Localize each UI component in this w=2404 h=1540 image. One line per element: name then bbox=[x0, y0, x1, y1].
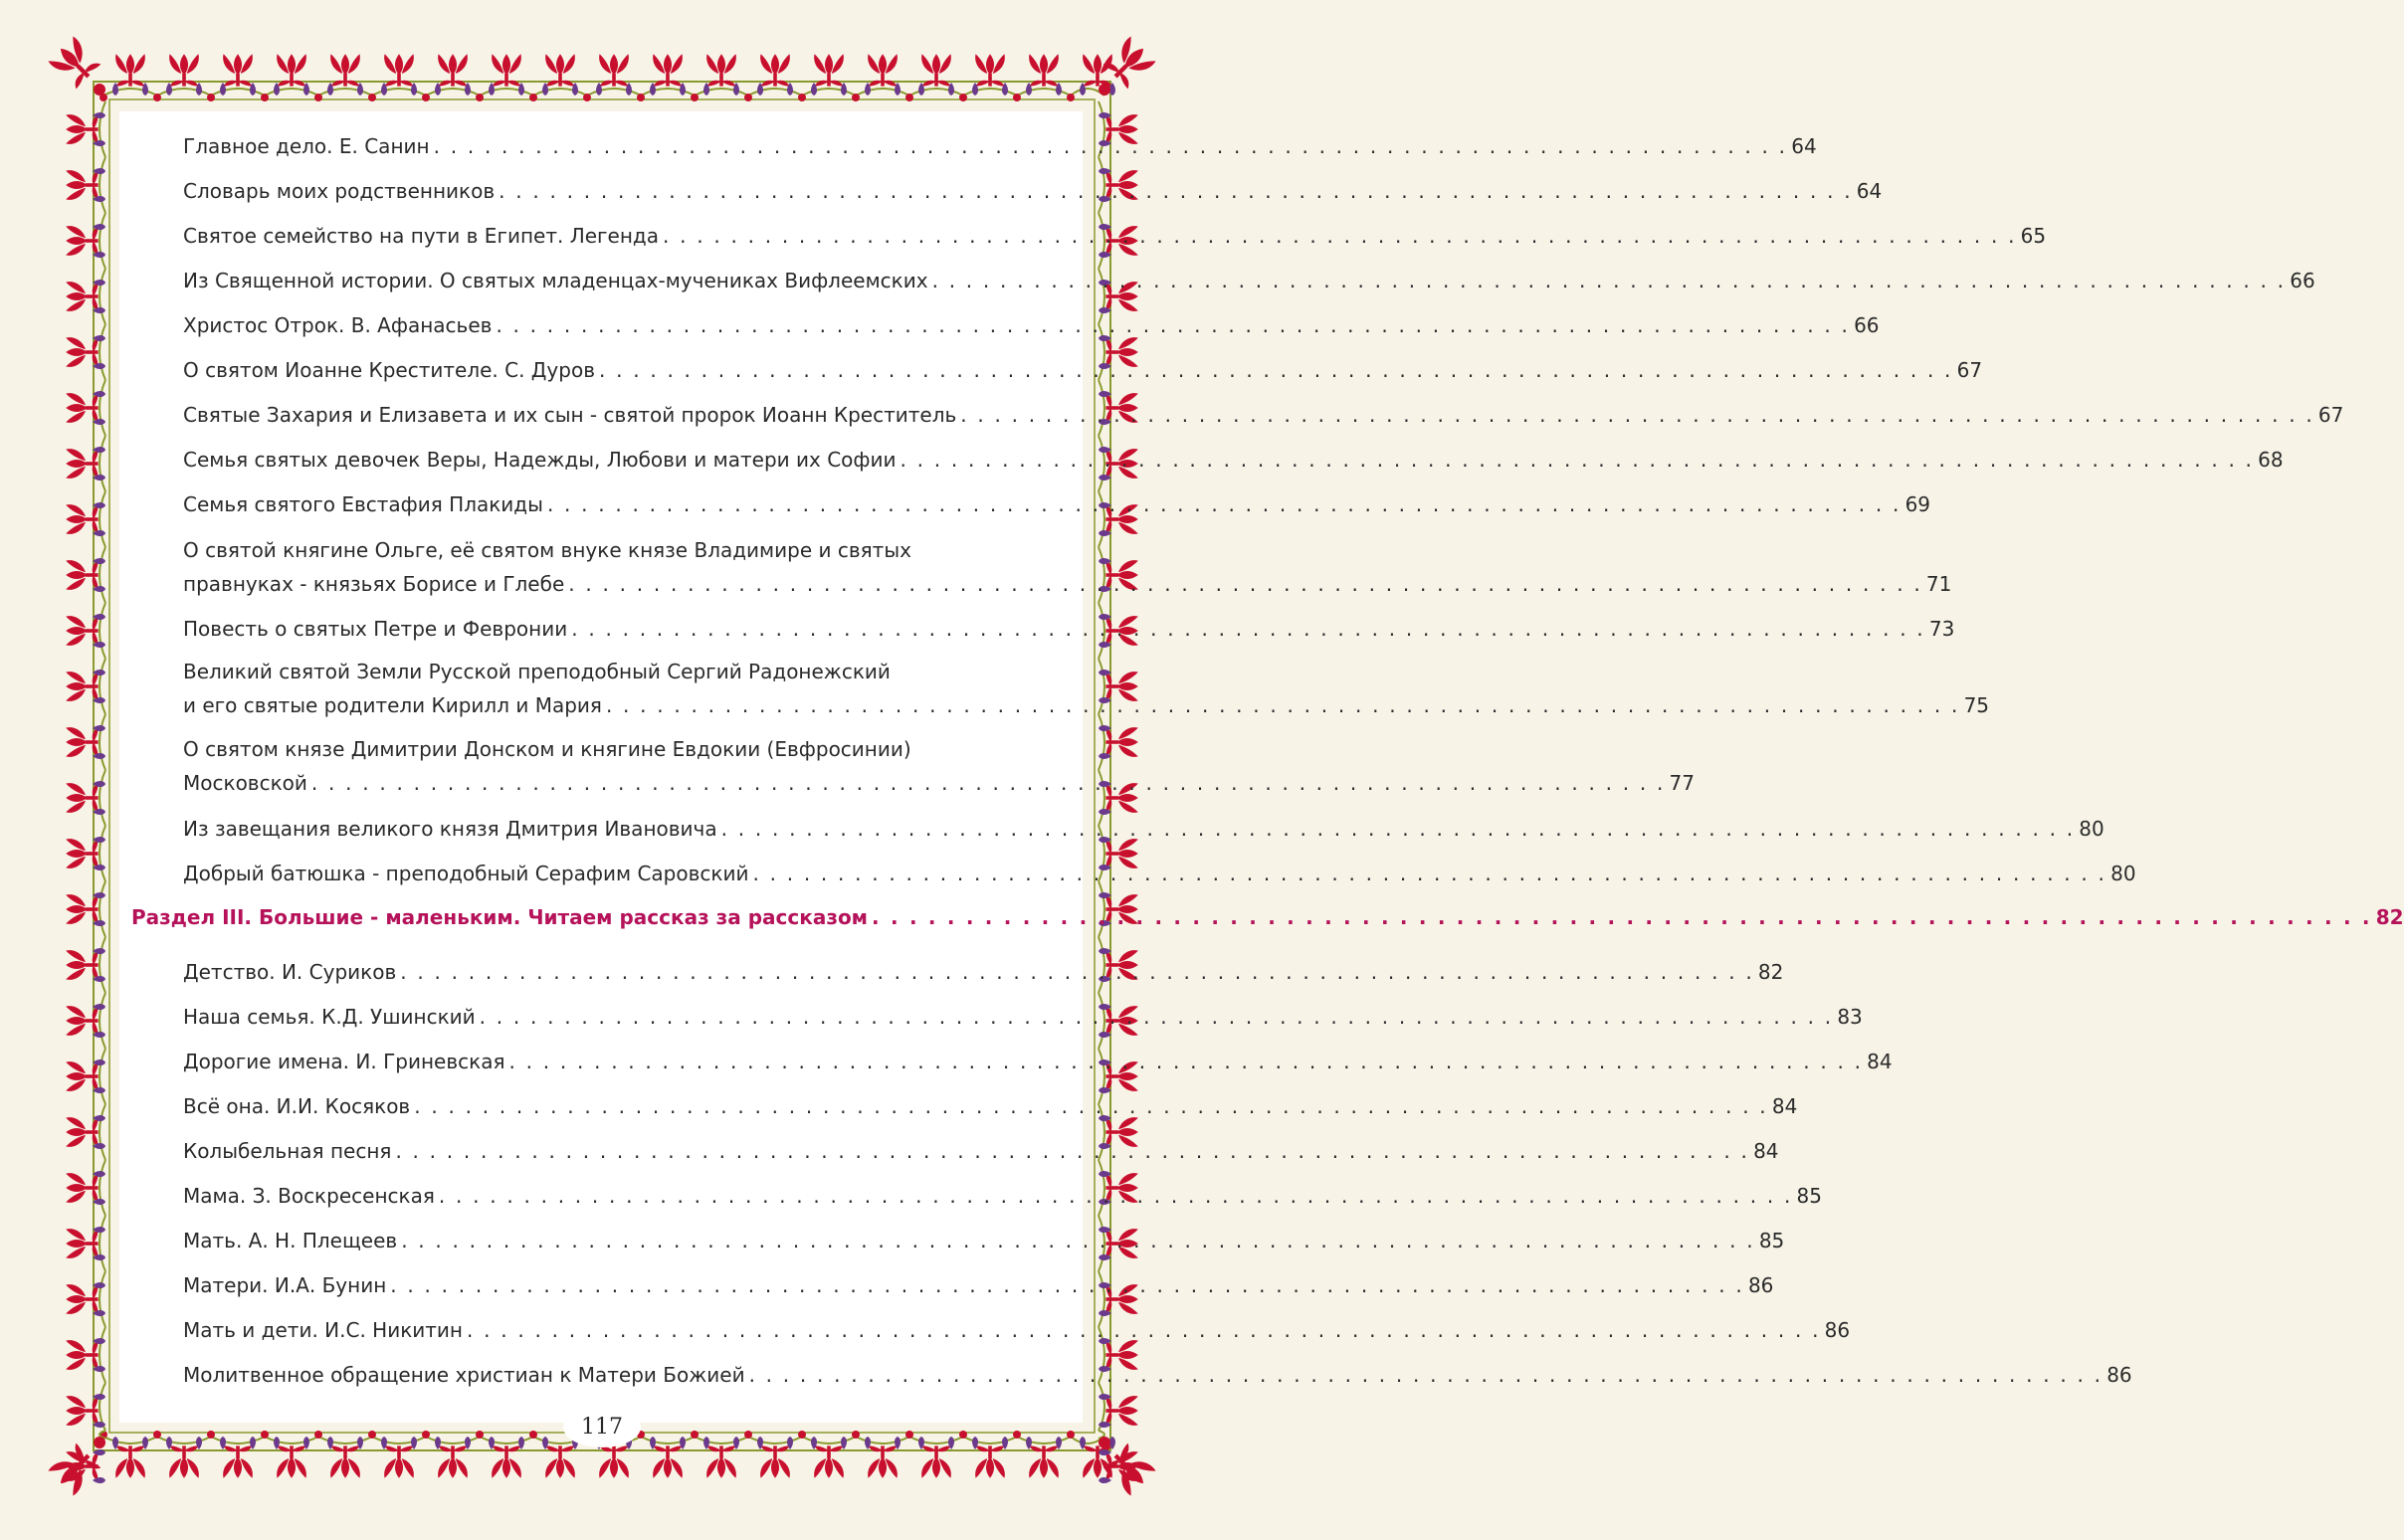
arch-line bbox=[100, 1216, 105, 1271]
toc-entry-title: Христос Отрок. В. Афанасьев bbox=[183, 313, 493, 337]
dot-leader: . . . . . . . . . . . . . . . . . . . . . . . . . . . . . . . . . . . . . . . . . . . . . . . . . . . . . . . . . . . . . . . . . . . . . . . . . . . . . . . . bbox=[752, 862, 2107, 885]
toc-entry-title: Мать. А. Н. Плещеев bbox=[183, 1229, 398, 1252]
petal-drop-icon bbox=[93, 1477, 105, 1483]
arch-line bbox=[100, 101, 105, 157]
dot-bead-icon bbox=[691, 94, 699, 101]
arch-line bbox=[372, 89, 426, 96]
arch-line bbox=[100, 993, 105, 1049]
dot-leader: . . . . . . . . . . . . . . . . . . . . . . . . . . . . . . . . . . . . . . . . . . . . . . . . . . . . . . . . . . . . . . . . . . . . . . . . . . . . . . . . bbox=[720, 817, 2076, 841]
toc-page-number: 85 bbox=[1796, 1184, 1822, 1208]
arch-line bbox=[100, 937, 105, 993]
dot-bead-icon bbox=[207, 94, 215, 101]
toc-page-number: 64 bbox=[1791, 134, 1817, 158]
toc-entry bbox=[183, 1268, 1774, 1302]
toc-page-number: 65 bbox=[2020, 224, 2047, 248]
arch-line bbox=[963, 89, 1017, 96]
toc-entry-title: правнуках - князьях Борисе и Глебе bbox=[183, 572, 565, 596]
arch-line bbox=[100, 1271, 105, 1327]
dot-leader: . . . . . . . . . . . . . . . . . . . . . . . . . . . . . . . . . . . . . . . . . . . . . . . . . . . . . . . . . . . . . . . . . . . . . . . . . . . . . . . . bbox=[663, 224, 2017, 248]
dot-bead-icon bbox=[314, 94, 322, 101]
toc-page-number: 80 bbox=[2110, 862, 2136, 885]
arch-line bbox=[909, 89, 963, 96]
dot-bead-icon bbox=[1013, 94, 1021, 101]
arch-line bbox=[100, 324, 105, 380]
toc-entry-title: Из Священной истории. О святых младенцах-мучениках Вифлеемских bbox=[183, 269, 928, 292]
toc-entry bbox=[183, 812, 2104, 846]
arch-line bbox=[318, 89, 372, 96]
toc-entry-title: Семья святых девочек Веры, Надежды, Любови и матери их Софии bbox=[183, 448, 897, 472]
dot-leader: . . . . . . . . . . . . . . . . . . . . . . . . . . . . . . . . . . . . . . . . . . . . . . . . . . . . . . . . . . . . . . . . . . . . . . . . . . . . . . . . bbox=[499, 179, 1853, 203]
toc-entry-title: Повесть о святых Петре и Февронии bbox=[183, 617, 568, 641]
page-number bbox=[0, 1407, 1204, 1447]
toc-page-number: 73 bbox=[1928, 617, 1955, 641]
toc-entry bbox=[183, 1224, 1785, 1257]
toc-entry bbox=[183, 1089, 1798, 1123]
arch-line bbox=[103, 89, 157, 96]
arch-line bbox=[100, 380, 105, 436]
toc-page-number: 71 bbox=[1925, 572, 1952, 596]
arch-line bbox=[100, 603, 105, 659]
dot-leader: . . . . . . . . . . . . . . . . . . . . . . . . . . . . . . . . . . . . . . . . . . . . . . . . . . . . . . . . . . . . . . . . . . . . . . . . . . . . . . . . bbox=[310, 771, 1666, 795]
toc-entry-title: и его святые родители Кирилл и Мария bbox=[183, 693, 602, 717]
toc-entry bbox=[183, 612, 1955, 646]
toc-page-number: 77 bbox=[1669, 771, 1695, 795]
toc-entry bbox=[183, 443, 2284, 477]
toc-entry-title: Добрый батюшка - преподобный Серафим Саровский bbox=[183, 862, 749, 885]
toc-page-number: 85 bbox=[1758, 1229, 1785, 1252]
arch-line bbox=[100, 714, 105, 770]
toc-entry-title: Московской bbox=[183, 771, 307, 795]
arch-line bbox=[426, 89, 480, 96]
dot-bead-icon bbox=[153, 94, 161, 101]
arch-line bbox=[480, 89, 533, 96]
toc-page-number: 69 bbox=[1904, 492, 1931, 516]
toc-entry bbox=[183, 219, 2047, 253]
toc-entry-title-line: Великий святой Земли Русской преподобный Сергий Радонежский bbox=[183, 660, 891, 683]
arch-line bbox=[1017, 89, 1071, 96]
toc-entry-title: Семья святого Евстафия Плакиды bbox=[183, 492, 543, 516]
dot-leader: . . . . . . . . . . . . . . . . . . . . . . . . . . . . . . . . . . . . . . . . . . . . . . . . . . . . . . . . . . . . . . . . . . . . . . . . . . . . . . . . bbox=[900, 448, 2255, 472]
toc-entry bbox=[183, 1134, 1779, 1168]
toc-entry-title-line: О святой княгине Ольге, её святом внуке князе Владимире и святых bbox=[183, 538, 911, 562]
dot-bead-icon bbox=[905, 94, 913, 101]
dot-leader: . . . . . . . . . . . . . . . . . . . . . . . . . . . . . . . . . . . . . . . . . . . . . . . . . . . . . . . . . . . . . . . . . . . . . . . . . . . . . . . . bbox=[479, 1005, 1834, 1029]
toc-entry-title: Главное дело. Е. Санин bbox=[183, 134, 430, 158]
content-panel bbox=[119, 111, 2404, 1423]
arch-line bbox=[157, 89, 211, 96]
toc-page-number: 84 bbox=[1753, 1139, 1779, 1163]
toc-entry bbox=[183, 308, 1880, 342]
arch-line bbox=[802, 89, 856, 96]
dot-leader: . . . . . . . . . . . . . . . . . . . . . . . . . . . . . . . . . . . . . . . . . . . . . . . . . . . . . . . . . . . . . . . . . . . . . . . . . . . . . . . . bbox=[414, 1094, 1768, 1118]
toc-entry-title: Из завещания великого князя Дмитрия Ивановича bbox=[183, 817, 717, 841]
toc-page-number: 80 bbox=[2079, 817, 2104, 841]
toc-entry-title: О святом Иоанне Крестителе. С. Дуров bbox=[183, 358, 595, 382]
dot-leader: . . . . . . . . . . . . . . . . . . . . . . . . . . . . . . . . . . . . . . . . . . . . . . . . . . . . . . . . . . . . . . . . . . . . . . . . . . . . . . . . bbox=[931, 269, 2287, 292]
arch-line bbox=[100, 1160, 105, 1216]
toc-entry bbox=[183, 732, 1695, 800]
arch-line bbox=[100, 491, 105, 547]
toc-page-number: 75 bbox=[1963, 693, 1990, 717]
toc-entry bbox=[183, 1313, 1851, 1347]
arch-line bbox=[1099, 714, 1104, 770]
toc-entry-title: Детство. И. Суриков bbox=[183, 960, 397, 984]
toc-entry-title: Раздел III. Большие - маленьким. Читаем рассказ за рассказом bbox=[131, 905, 869, 929]
toc-page-number: 67 bbox=[2317, 403, 2344, 427]
toc-entry-title: Всё она. И.И. Косяков bbox=[183, 1094, 411, 1118]
dot-bead-icon bbox=[1067, 94, 1075, 101]
arch-line bbox=[587, 89, 641, 96]
dot-bead-icon bbox=[583, 94, 591, 101]
dot-leader: . . . . . . . . . . . . . . . . . . . . . . . . . . . . . . . . . . . . . . . . . . . . . . . . . . . . . . . . . . . . . . . . . . . . . . . . . . . . . . . . bbox=[960, 403, 2314, 427]
dot-bead-icon bbox=[422, 94, 430, 101]
toc-page-number: 64 bbox=[1856, 179, 1883, 203]
dot-bead-icon bbox=[744, 94, 752, 101]
dot-bead-icon bbox=[852, 94, 860, 101]
arch-line bbox=[100, 547, 105, 603]
petal-drop-icon bbox=[1099, 1477, 1111, 1483]
toc-entry-title: Мама. З. Воскресенская bbox=[183, 1184, 435, 1208]
arch-line bbox=[100, 826, 105, 881]
dot-bead-icon bbox=[94, 84, 105, 96]
toc-entry bbox=[183, 955, 1784, 989]
dot-leader: . . . . . . . . . . . . . . . . . . . . . . . . . . . . . . . . . . . . . . . . . . . . . . . . . . . . . . . . . . . . . . . . . . . . . . . . . . . . . . . . bbox=[433, 134, 1788, 158]
toc-entry-title: Святое семейство на пути в Египет. Легенда bbox=[183, 224, 660, 248]
toc-entry bbox=[183, 487, 1931, 521]
toc-entry-title: Матери. И.А. Бунин bbox=[183, 1273, 387, 1297]
arch-line bbox=[100, 436, 105, 491]
toc-entry bbox=[183, 353, 1983, 387]
toc-entry bbox=[183, 533, 1952, 601]
toc-entry bbox=[183, 129, 1817, 163]
toc-entry bbox=[183, 655, 1990, 722]
arch-line bbox=[100, 1104, 105, 1160]
arch-line bbox=[100, 1049, 105, 1104]
arch-line bbox=[100, 659, 105, 714]
toc-entry bbox=[183, 264, 2315, 297]
toc-entry-title: Мать и дети. И.С. Никитин bbox=[183, 1318, 463, 1342]
toc-page-number: 66 bbox=[2290, 269, 2315, 292]
toc-entry bbox=[183, 174, 1883, 208]
toc-entry bbox=[183, 857, 2136, 890]
toc-entry-title-line: О святом князе Димитрии Донском и княгине Евдокии (Евфросинии) bbox=[183, 737, 911, 761]
toc-page-number: 84 bbox=[1867, 1050, 1893, 1073]
arch-line bbox=[695, 89, 748, 96]
toc-page-number: 86 bbox=[1824, 1318, 1851, 1342]
dot-leader: . . . . . . . . . . . . . . . . . . . . . . . . . . . . . . . . . . . . . . . . . . . . . . . . . . . . . . . . . . . . . . . . . . . . . . . . . . . . . . . . bbox=[872, 905, 2372, 929]
toc-entry-title: Колыбельная песня bbox=[183, 1139, 392, 1163]
dot-leader: . . . . . . . . . . . . . . . . . . . . . . . . . . . . . . . . . . . . . . . . . . . . . . . . . . . . . . . . . . . . . . . . . . . . . . . . . . . . . . . . bbox=[571, 617, 1925, 641]
toc-page-number: 82 bbox=[2375, 905, 2404, 929]
dot-bead-icon bbox=[798, 94, 806, 101]
dot-leader: . . . . . . . . . . . . . . . . . . . . . . . . . . . . . . . . . . . . . . . . . . . . . . . . . . . . . . . . . . . . . . . . . . . . . . . . . . . . . . . . bbox=[395, 1139, 1750, 1163]
dot-leader: . . . . . . . . . . . . . . . . . . . . . . . . . . . . . . . . . . . . . . . . . . . . . . . . . . . . . . . . . . . . . . . . . . . . . . . . . . . . . . . . bbox=[467, 1318, 1821, 1342]
toc-page-number: 84 bbox=[1771, 1094, 1798, 1118]
dot-bead-icon bbox=[261, 94, 269, 101]
dot-bead-icon bbox=[529, 94, 537, 101]
toc-page-number: 68 bbox=[2258, 448, 2284, 472]
arch-line bbox=[641, 89, 695, 96]
toc-entry-title: Наша семья. К.Д. Ушинский bbox=[183, 1005, 476, 1029]
toc-page-number: 67 bbox=[1956, 358, 1983, 382]
dot-leader: . . . . . . . . . . . . . . . . . . . . . . . . . . . . . . . . . . . . . . . . . . . . . . . . . . . . . . . . . . . . . . . . . . . . . . . . . . . . . . . . bbox=[546, 492, 1902, 516]
arch-line bbox=[856, 89, 909, 96]
toc-entry bbox=[183, 398, 2344, 432]
toc-entry-title: Словарь моих родственников bbox=[183, 179, 496, 203]
dot-bead-icon bbox=[368, 94, 376, 101]
toc-page-number: 66 bbox=[1854, 313, 1880, 337]
dot-leader: . . . . . . . . . . . . . . . . . . . . . . . . . . . . . . . . . . . . . . . . . . . . . . . . . . . . . . . . . . . . . . . . . . . . . . . . . . . . . . . . bbox=[496, 313, 1851, 337]
arch-line bbox=[100, 269, 105, 324]
arch-line bbox=[100, 1327, 105, 1383]
toc-entry-title: Молитвенное обращение христиан к Матери Божией bbox=[183, 1363, 745, 1387]
toc-page-number: 83 bbox=[1837, 1005, 1863, 1029]
arch-line bbox=[265, 89, 318, 96]
arch-line bbox=[533, 89, 587, 96]
toc-entry-title: Дорогие имена. И. Гриневская bbox=[183, 1050, 505, 1073]
dot-bead-icon bbox=[1099, 84, 1110, 96]
toc-page-number: 82 bbox=[1757, 960, 1784, 984]
dot-leader: . . . . . . . . . . . . . . . . . . . . . . . . . . . . . . . . . . . . . . . . . . . . . . . . . . . . . . . . . . . . . . . . . . . . . . . . . . . . . . . . bbox=[748, 1363, 2104, 1387]
toc-entry bbox=[183, 1000, 1863, 1034]
dot-leader: . . . . . . . . . . . . . . . . . . . . . . . . . . . . . . . . . . . . . . . . . . . . . . . . . . . . . . . . . . . . . . . . . . . . . . . . . . . . . . . . bbox=[438, 1184, 1793, 1208]
dot-leader: . . . . . . . . . . . . . . . . . . . . . . . . . . . . . . . . . . . . . . . . . . . . . . . . . . . . . . . . . . . . . . . . . . . . . . . . . . . . . . . . bbox=[508, 1050, 1864, 1073]
toc-page-number: 86 bbox=[1747, 1273, 1774, 1297]
dot-bead-icon bbox=[476, 94, 484, 101]
dot-leader: . . . . . . . . . . . . . . . . . . . . . . . . . . . . . . . . . . . . . . . . . . . . . . . . . . . . . . . . . . . . . . . . . . . . . . . . . . . . . . . . bbox=[598, 358, 1953, 382]
arch-line bbox=[748, 89, 802, 96]
dot-bead-icon bbox=[637, 94, 645, 101]
toc-entry-title: Святые Захария и Елизавета и их сын - святой пророк Иоанн Креститель bbox=[183, 403, 957, 427]
page-number-label: 117 bbox=[563, 1407, 641, 1447]
toc-page-number: 86 bbox=[2106, 1363, 2132, 1387]
arch-line bbox=[100, 770, 105, 826]
arch-line bbox=[100, 157, 105, 213]
dot-leader: . . . . . . . . . . . . . . . . . . . . . . . . . . . . . . . . . . . . . . . . . . . . . . . . . . . . . . . . . . . . . . . . . . . . . . . . . . . . . . . . bbox=[605, 693, 1960, 717]
dot-leader: . . . . . . . . . . . . . . . . . . . . . . . . . . . . . . . . . . . . . . . . . . . . . . . . . . . . . . . . . . . . . . . . . . . . . . . . . . . . . . . . bbox=[568, 572, 1922, 596]
section-heading-entry bbox=[131, 900, 2404, 934]
dot-bead-icon bbox=[959, 94, 967, 101]
toc-entry bbox=[183, 1045, 1893, 1078]
arch-line bbox=[100, 213, 105, 269]
dot-leader: . . . . . . . . . . . . . . . . . . . . . . . . . . . . . . . . . . . . . . . . . . . . . . . . . . . . . . . . . . . . . . . . . . . . . . . . . . . . . . . . bbox=[390, 1273, 1744, 1297]
toc-entry bbox=[183, 1358, 2132, 1392]
arch-line bbox=[100, 881, 105, 937]
dot-leader: . . . . . . . . . . . . . . . . . . . . . . . . . . . . . . . . . . . . . . . . . . . . . . . . . . . . . . . . . . . . . . . . . . . . . . . . . . . . . . . . bbox=[400, 960, 1754, 984]
arch-line bbox=[211, 89, 265, 96]
dot-leader: . . . . . . . . . . . . . . . . . . . . . . . . . . . . . . . . . . . . . . . . . . . . . . . . . . . . . . . . . . . . . . . . . . . . . . . . . . . . . . . . bbox=[401, 1229, 1755, 1252]
toc-entry bbox=[183, 1179, 1822, 1213]
